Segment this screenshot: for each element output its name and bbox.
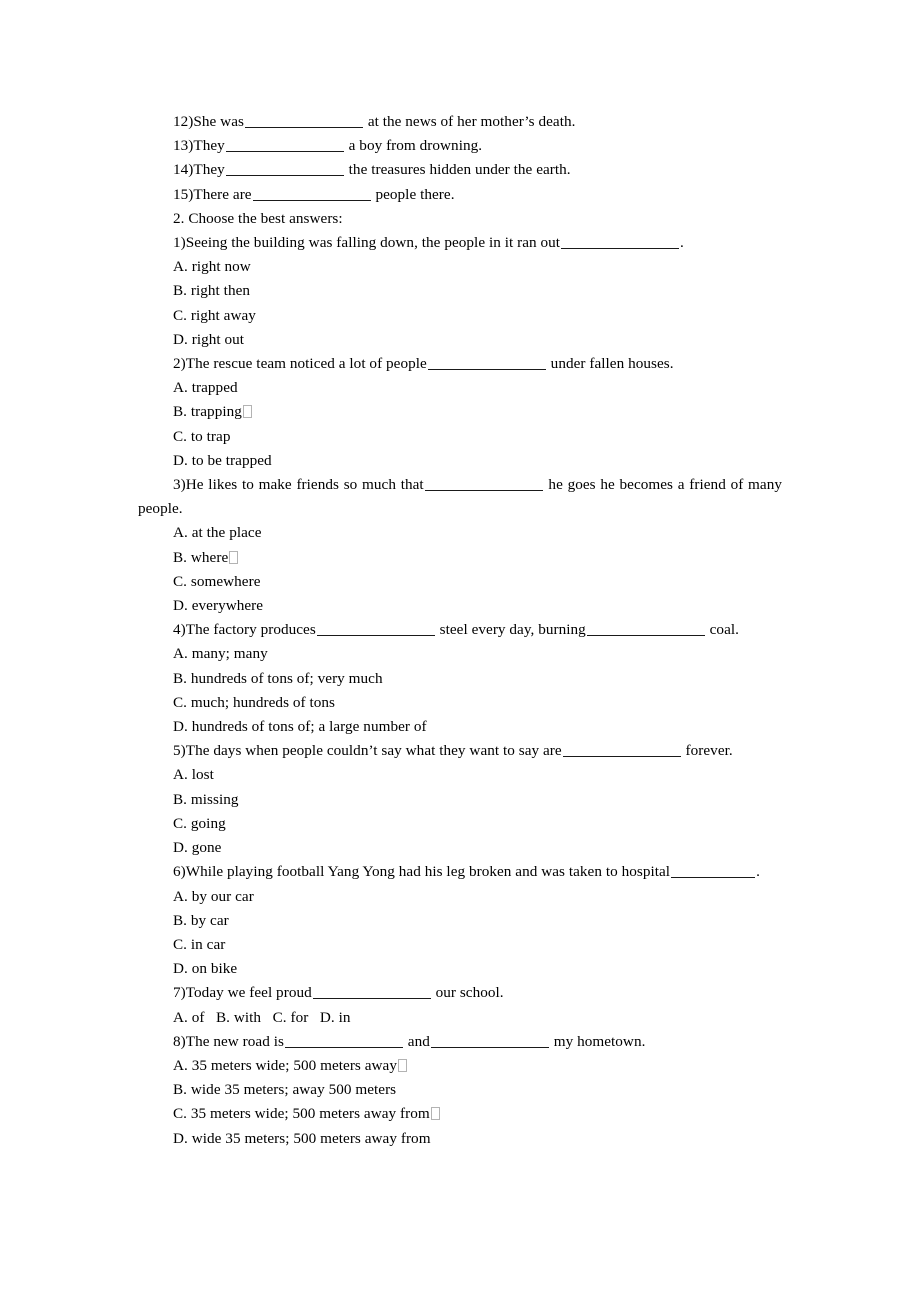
item-text-after: at the news of her mother’s death. [363, 113, 576, 130]
option-label: A. [173, 379, 188, 397]
question-text-middle: and [403, 1032, 430, 1050]
answer-blank[interactable] [226, 161, 344, 176]
fill-in-item [138, 134, 782, 158]
answer-option[interactable] [138, 594, 782, 618]
answer-option[interactable] [138, 304, 782, 328]
worksheet-body [138, 110, 786, 1151]
question-number: 5) [173, 742, 186, 760]
question-text-after: forever. [681, 742, 733, 760]
answer-option[interactable] [138, 570, 782, 594]
question-text-after: coal. [705, 621, 739, 639]
fill-in-item [138, 158, 782, 182]
option-text: hundreds of tons of; a large number of [191, 718, 427, 736]
item-text-after: the treasures hidden under the earth. [344, 161, 571, 179]
answer-option[interactable] [138, 933, 782, 957]
option-label: B. [173, 790, 188, 808]
option-text: right away [190, 306, 256, 324]
question-text-before: The new road is [185, 1032, 284, 1050]
question-text-before: The rescue team noticed a lot of people [185, 355, 427, 373]
answer-blank[interactable] [253, 185, 371, 200]
question-number: 7) [173, 984, 186, 1002]
answer-option[interactable] [138, 1078, 782, 1102]
option-label: B. [173, 548, 188, 566]
option-label: A. [173, 258, 188, 276]
option-label: B. [173, 669, 188, 687]
question-number: 3) [173, 476, 186, 494]
option-text: trapped [191, 379, 238, 397]
answer-option[interactable] [138, 788, 782, 812]
question-text-before: The factory produces [185, 621, 316, 639]
answer-blank[interactable] [317, 621, 435, 636]
option-text: by our car [191, 887, 254, 905]
item-number: 14) [173, 161, 194, 179]
question-number: 6) [173, 863, 186, 881]
option-text: trapping [190, 403, 242, 421]
item-text-after: people there. [371, 185, 455, 203]
question-stem [138, 231, 782, 255]
question-stem [138, 739, 782, 763]
question-text-after: our school. [431, 984, 504, 1002]
answer-blank[interactable] [226, 137, 344, 152]
option-label: A. [173, 645, 188, 663]
option-label: D. [173, 1129, 188, 1147]
answer-option[interactable] [138, 715, 782, 739]
fill-in-item [138, 110, 782, 134]
answer-option[interactable] [138, 957, 782, 981]
option-text: wide 35 meters; 500 meters away from [191, 1129, 431, 1147]
answer-blank[interactable] [561, 234, 679, 249]
item-text-after: a boy from drowning. [344, 137, 483, 155]
question-number: 4) [173, 621, 186, 639]
option-text: in car [190, 935, 226, 953]
option-label: B. [173, 403, 188, 421]
answer-option[interactable] [138, 255, 782, 279]
option-label: C. [173, 693, 188, 711]
item-text-before: There are [193, 185, 252, 203]
answer-option[interactable] [138, 279, 782, 303]
option-text: right out [191, 330, 245, 348]
option-label: C. [173, 814, 188, 832]
option-text: to be trapped [191, 451, 272, 469]
question-text-before: Seeing the building was falling down, the people in it ran out [185, 234, 561, 252]
answer-blank[interactable] [431, 1032, 549, 1047]
option-label: A. [173, 766, 188, 784]
item-number: 12) [173, 113, 194, 130]
missing-glyph-box-icon [243, 405, 252, 418]
option-text: missing [190, 790, 239, 808]
item-text-before: They [193, 137, 225, 155]
option-label: D. [173, 718, 188, 736]
answer-blank[interactable] [425, 476, 543, 491]
answer-option[interactable] [138, 449, 782, 473]
question-text-before: Today we feel proud [185, 984, 312, 1002]
question-text-before: The days when people couldn’t say what they want to say are [185, 742, 562, 760]
question-stem [138, 352, 782, 376]
item-number: 13) [173, 137, 194, 155]
answer-blank[interactable] [587, 621, 705, 636]
option-label: C. [173, 1105, 188, 1123]
option-text: wide 35 meters; away 500 meters [190, 1081, 397, 1099]
option-text: on bike [191, 960, 238, 978]
option-label: D. [173, 597, 188, 615]
missing-glyph-box-icon [431, 1107, 440, 1120]
question-number: 2) [173, 355, 186, 373]
option-text: at the place [191, 524, 262, 542]
answer-option[interactable] [138, 885, 782, 909]
fill-in-item [138, 183, 782, 207]
question-stem [138, 860, 782, 884]
option-text: 35 meters wide; 500 meters away from [190, 1105, 430, 1123]
question-text-middle: steel every day, burning [435, 621, 586, 639]
answer-option[interactable] [138, 763, 782, 787]
option-label: C. [173, 427, 188, 445]
answer-blank[interactable] [671, 863, 755, 878]
option-text: to trap [190, 427, 231, 445]
option-label: A. [173, 524, 188, 542]
option-text: going [190, 814, 226, 832]
question-text-before: While playing football Yang Yong had his leg broken and was taken to hospital [185, 863, 671, 881]
answer-option-row[interactable]: A. of B. with C. for D. in [173, 1008, 351, 1026]
missing-glyph-box-icon [229, 551, 238, 564]
option-text: lost [191, 766, 214, 784]
option-label: D. [173, 839, 188, 857]
answer-option[interactable] [138, 836, 782, 860]
answer-blank[interactable] [428, 355, 546, 370]
option-label: B. [173, 1081, 188, 1099]
option-label: C. [173, 572, 188, 590]
item-text-before: She was [193, 113, 244, 130]
option-label: C. [173, 935, 188, 953]
option-text: much; hundreds of tons [190, 693, 335, 711]
answer-option[interactable] [138, 376, 782, 400]
option-text: gone [191, 839, 222, 857]
answer-option[interactable] [138, 521, 782, 545]
answer-option[interactable] [138, 400, 782, 424]
answer-blank[interactable] [313, 984, 431, 999]
option-text: by car [190, 911, 229, 929]
option-text: right then [190, 282, 251, 300]
option-label: A. [173, 1056, 188, 1074]
answer-blank[interactable] [245, 113, 363, 128]
missing-glyph-box-icon [398, 1059, 407, 1072]
answer-option[interactable] [138, 909, 782, 933]
option-text: many; many [191, 645, 268, 663]
option-text: 35 meters wide; 500 meters away [191, 1056, 397, 1074]
answer-option[interactable] [138, 328, 782, 352]
question-text-after: he goes he becomes a friend of many people. [138, 476, 786, 518]
option-label: D. [173, 451, 188, 469]
answer-option[interactable] [138, 1102, 782, 1126]
question-text-after: under fallen houses. [546, 355, 674, 373]
answer-option[interactable] [138, 1127, 782, 1151]
question-stem [138, 1030, 782, 1054]
answer-option[interactable] [138, 1054, 782, 1078]
option-text: where [190, 548, 229, 566]
question-text-before: He likes to make friends so much that [185, 476, 424, 494]
question-text-after: . [680, 234, 684, 252]
question-stem [138, 981, 782, 1005]
option-text: hundreds of tons of; very much [190, 669, 383, 687]
question-number: 8) [173, 1032, 186, 1050]
question-text-after: . [756, 863, 760, 881]
option-label: B. [173, 911, 188, 929]
answer-option[interactable] [138, 546, 782, 570]
answer-option[interactable] [138, 691, 782, 715]
answer-blank[interactable] [563, 742, 681, 757]
option-label: C. [173, 306, 188, 324]
item-number: 15) [173, 185, 194, 203]
question-number: 1) [173, 234, 186, 252]
answer-option[interactable] [138, 425, 782, 449]
option-label: D. [173, 330, 188, 348]
answer-blank[interactable] [285, 1032, 403, 1047]
option-text: right now [191, 258, 251, 276]
question-text-after: my hometown. [549, 1032, 646, 1050]
answer-option[interactable] [138, 642, 782, 666]
question-stem [138, 618, 782, 642]
answer-option[interactable] [138, 667, 782, 691]
option-text: everywhere [191, 597, 264, 615]
option-text: somewhere [190, 572, 261, 590]
option-label: B. [173, 282, 188, 300]
answer-option[interactable] [138, 812, 782, 836]
item-text-before: They [193, 161, 225, 179]
option-label: D. [173, 960, 188, 978]
option-label: A. [173, 887, 188, 905]
question-stem [138, 473, 786, 521]
section-heading: 2. Choose the best answers: [173, 209, 343, 227]
